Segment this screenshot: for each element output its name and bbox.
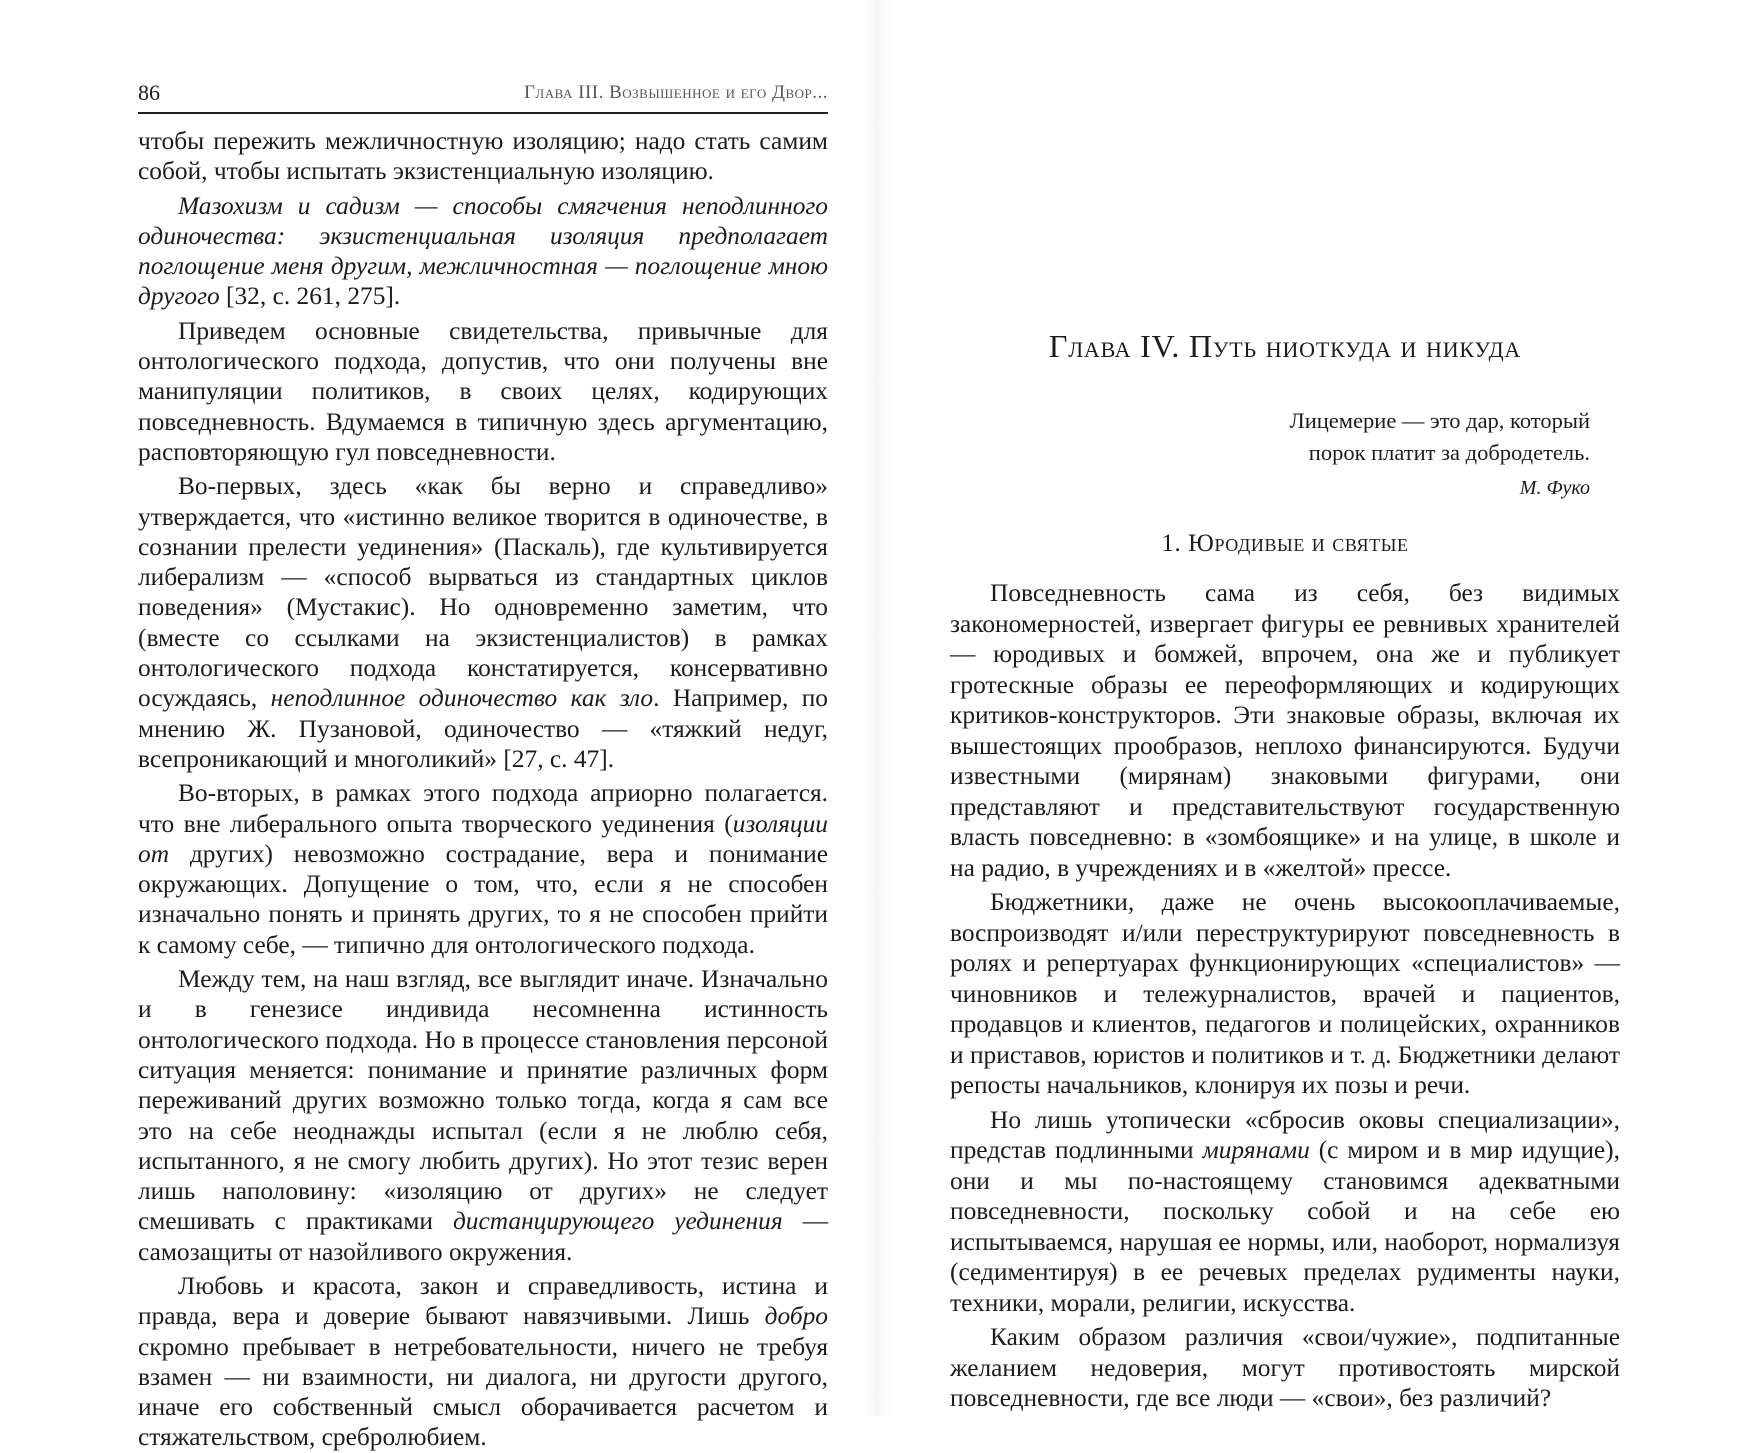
paragraph-4: Во-первых, здесь «как бы верно и справедливо» утверждается, что «истинно великое творится в одиночестве, в сознании прелести уединения» (Паскаль), где культивируется либерализм — «способ вырваться из стандартных циклов поведения» (Мустакис). Но одновременно заметим, что (вместе со ссылками на экзистенциалистов) в рамках онтологического подхода констатируется, консервативно осуждаясь, неподлинное одиночество как зло. Например, по мнению Ж. Пузановой, одиночество — «тяжкий недуг, всепроникающий и многоликий» [27, с. 47].	[138, 472, 828, 773]
epigraph-text	[950, 405, 1620, 469]
running-head	[138, 80, 828, 120]
left-page-text	[138, 126, 828, 1453]
chapter-title: Глава IV. Путь ниоткуда и никуда	[1048, 328, 1522, 364]
epigraph-line: порок платит за добродетель.	[1308, 440, 1590, 465]
page-number: 86	[138, 80, 160, 105]
paragraph-6: Между тем, на наш взгляд, все выглядит иначе. Изначально и в генезисе индивида несомненна истинность онтологического подхода. Но в процессе становления персоной ситуация меняется: понимание и принятие различных форм переживаний других возможно только тогда, когда я сам все это на себе неоднажды испытал (если я не люблю себя, испытанного, я не смогу любить других). Но этот тезис верен лишь наполовину: «изоляцию от других» не следует смешивать с практиками дистанцирующего уединения — самозащиты от назойливого окружения.	[138, 965, 828, 1266]
header-rule	[138, 112, 828, 114]
paragraph-5: Во-вторых, в рамках этого подхода априорно полагается. что вне либерального опыта творческого уединения (изоляции от других) невозможно сострадание, вера и понимание окружающих. Допущение о том, что, если я не способен изначально понять и принять других, то я не способен прийти к самому себе, — типично для онтологического подхода.	[138, 779, 828, 959]
right-page	[950, 80, 1620, 1414]
section-title: 1. Юродивые и святые	[1161, 530, 1409, 557]
paragraph-7: Любовь и красота, закон и справедливость, истина и правда, вера и доверие бывают навязчивыми. Лишь добро скромно пребывает в нетребовательности, ничего не требуя взамен — ни взаимности, ни диалога, ни другости другого, иначе его собственный смысл оборачивается расчетом и стяжательством, сребролюбием.	[138, 1271, 828, 1452]
right-page-text	[950, 578, 1620, 1414]
paragraph-4: Каким образом различия «свои/чужие», подпитанные желанием недоверия, могут противостоять мирской повседневности, где все люди — «свои», без различий?	[950, 1323, 1620, 1412]
paragraph-1: чтобы пережить межличностную изоляцию; надо стать самим собой, чтобы испытать экзистенциальную изоляцию.	[138, 127, 828, 186]
paragraph-3: Но лишь утопически «сбросив оковы специализации», представ подлинными мирянами (с миром и в мир идущие), они и мы по-настоящему становимся адекватными повседневности, поскольку собой и на себе ею испытываемся, нарушая ее нормы, или, наоборот, нормализуя (седиментируя) в ее речевых пределах рудименты науки, техники, морали, религии, искусства.	[950, 1105, 1620, 1317]
paragraph-2: Бюджетники, даже не очень высокооплачиваемые, воспроизводят и/или переструктурируют повседневность в ролях и репертуарах функционирующих «специалистов» — чиновников и тележурналистов, врачей и пациентов, продавцов и клиентов, педагогов и полицейских, охранников и приставов, юристов и политиков и т. д. Бюджетники делают репосты начальников, клонируя их позы и речи.	[950, 888, 1620, 1099]
epigraph-line: Лицемерие — это дар, который	[1289, 408, 1590, 433]
book-gutter	[862, 0, 892, 1416]
running-title: Глава III. Возвышенное и его Двор...	[523, 82, 828, 103]
paragraph-1: Повседневность сама из себя, без видимых закономерностей, извергает фигуры ее ревнивых хранителей — юродивых и бомжей, впрочем, она же и публикует гротескные образы ее переоформляющих и кодирующих критиков-конструкторов. Эти знаковые образы, включая их вышестоящих прообразов, неплохо финансируются. Будучи известными (мирянам) знаковыми фигурами, они представляют и представительствуют государственную власть повседневно: в «зомбоящике» и на улице, в школе и на радио, в учреждениях и в «желтой» прессе.	[950, 579, 1620, 882]
paragraph-2: Мазохизм и садизм — способы смягчения неподлинного одиночества: экзистенциальная изоляция предполагает поглощение меня другим, межличностная — поглощение мною другого [32, с. 261, 275].	[138, 191, 828, 311]
left-page	[138, 80, 828, 1453]
epigraph	[950, 405, 1620, 500]
epigraph-author: М. Фуко	[1519, 477, 1590, 499]
paragraph-3: Приведем основные свидетельства, привычные для онтологического подхода, допустив, что они получены вне манипуляции политиков, в своих целях, кодирующих повседневность. Вдумаемся в типичную здесь аргументацию, расповторяющую гул повседневности.	[138, 316, 828, 466]
